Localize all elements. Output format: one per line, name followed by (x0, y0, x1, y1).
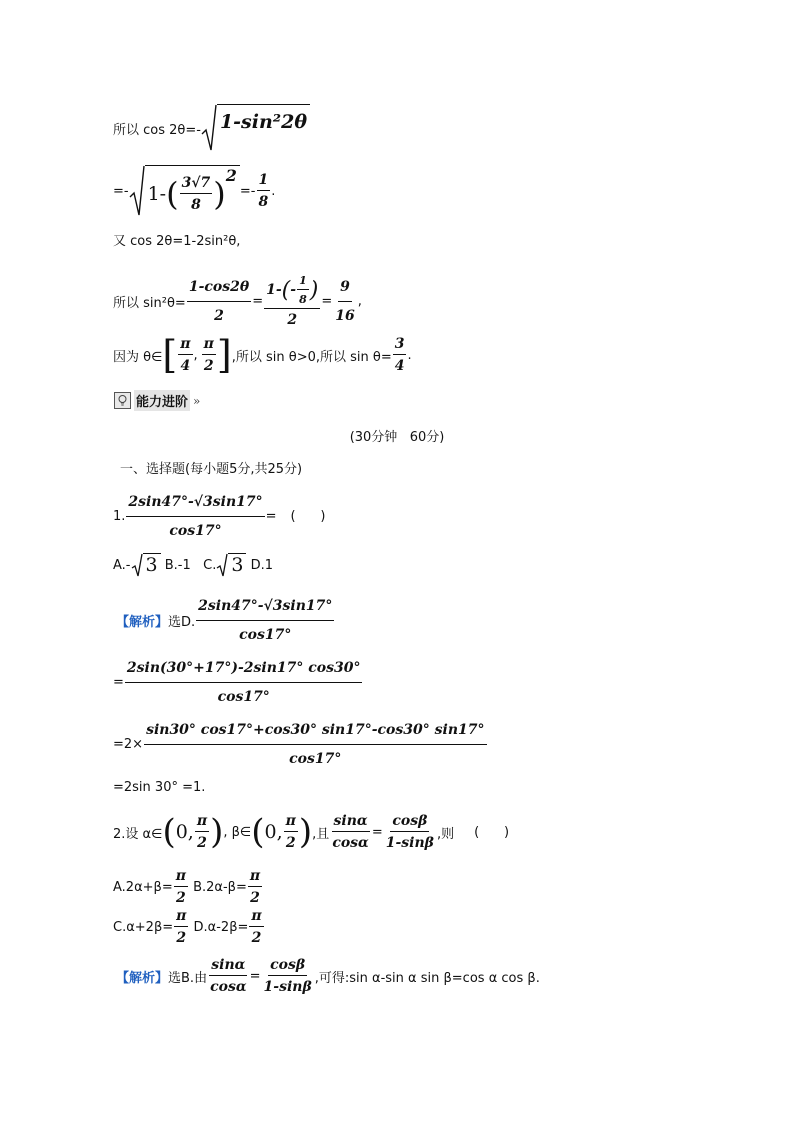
option-a: A.- (113, 557, 131, 573)
numerator: π (195, 813, 209, 832)
numerator: π (249, 908, 263, 927)
exponent: 2 (225, 166, 237, 185)
denominator: 2 (285, 835, 296, 851)
radicand: 1-sin²2θ (217, 104, 310, 152)
text: =2× (113, 737, 144, 752)
denominator: 16 (335, 307, 355, 324)
fraction (144, 722, 486, 767)
line-sin2theta (113, 274, 362, 328)
radicand (145, 165, 240, 217)
text: = (321, 293, 333, 309)
option-a: A.2α+β= (113, 879, 173, 895)
denominator: 2 (197, 835, 207, 851)
fraction (196, 598, 334, 643)
text: 0, (264, 821, 283, 843)
fraction (257, 172, 271, 210)
numerator: π (248, 868, 262, 887)
numerator: cosβ (390, 813, 429, 832)
right-paren: ) (213, 174, 226, 213)
text: = (252, 293, 264, 309)
fraction (174, 868, 188, 906)
question-2-options-ab (113, 868, 263, 906)
numerator: π (202, 336, 216, 355)
text: =- (239, 183, 256, 199)
denominator: 1-sinβ (385, 835, 434, 851)
part-heading (120, 458, 302, 477)
numerator: π (284, 813, 298, 832)
numerator: 2sin(30°+17°)-2sin17° cos30° (125, 660, 363, 683)
solution-1-step-3 (113, 722, 488, 767)
fraction (180, 175, 213, 213)
denominator: 4 (180, 358, 191, 374)
denominator: cos17° (217, 689, 270, 705)
text: ,且 (312, 826, 330, 842)
option-d: D.α-2β= (189, 919, 249, 935)
fraction (178, 336, 192, 374)
numerator: π (174, 908, 188, 927)
numerator: 1 (257, 172, 271, 191)
answer-blank: ( ) (474, 824, 510, 840)
option-d: D.1 (246, 557, 273, 573)
numerator: sinα (209, 957, 247, 976)
text: 选B.由 (168, 970, 208, 986)
denominator: 2 (250, 890, 260, 906)
solution-badge: 【解析】 (116, 970, 169, 986)
text: 因为 θ∈ (113, 349, 163, 365)
denominator: 2 (214, 307, 224, 324)
option-b: B.2α-β= (188, 879, 247, 895)
fraction (195, 813, 209, 851)
text: = (371, 824, 383, 840)
option-b-c: B.-1 C. (160, 557, 217, 573)
numerator: 1 (297, 274, 309, 290)
numerator: cosβ (268, 957, 307, 976)
right-paren: ) (309, 277, 319, 303)
text: . (407, 347, 412, 363)
fraction (249, 908, 263, 946)
line-identity (113, 230, 240, 249)
numerator: 2sin47°-√3sin17° (196, 598, 334, 621)
numerator: sinα (332, 813, 370, 832)
numerator: π (174, 868, 188, 887)
denominator: 4 (394, 358, 405, 374)
fraction (330, 813, 371, 851)
numerator: 3√7 (180, 175, 213, 194)
fraction (208, 957, 249, 995)
right-bracket: ] (216, 333, 232, 377)
left-paren: ( (281, 277, 291, 303)
left-bracket: [ (162, 333, 178, 377)
minus: - (290, 282, 297, 298)
text: 所以 cos 2θ=- (113, 122, 201, 138)
text: ,所以 sin θ>0,所以 sin θ= (231, 349, 392, 365)
question-number: 1. (113, 509, 126, 524)
text: = (113, 675, 124, 690)
fraction (333, 279, 356, 324)
numerator: 2sin47°-√3sin17° (126, 494, 264, 517)
line-because (113, 333, 412, 377)
denominator: cos17° (169, 523, 222, 539)
question-2-options-cd (113, 908, 265, 946)
double-chevron-icon: » (193, 393, 201, 408)
text: 2.设 α∈ (113, 826, 163, 842)
question-2 (113, 812, 509, 852)
fraction (384, 813, 436, 851)
section-header (114, 390, 200, 411)
text: 所以 sin²θ= (113, 295, 186, 311)
text: 1- (147, 182, 167, 205)
line-neg-sqrt (113, 165, 275, 217)
numerator: 9 (338, 279, 352, 302)
text: 又 cos 2θ=1-2sin²θ, (113, 234, 241, 249)
sqrt (201, 104, 310, 152)
text: = (265, 509, 277, 524)
text: ,则 (436, 826, 455, 842)
text: = (249, 968, 261, 984)
question-1-options (113, 553, 273, 577)
numerator (264, 274, 320, 309)
fraction (125, 660, 363, 705)
denominator: cosα (210, 979, 247, 995)
left-paren: ( (162, 812, 176, 852)
solution-1-result (113, 780, 205, 795)
text: , (193, 347, 198, 363)
numerator: 1-cos2θ (187, 279, 251, 302)
denominator: cos17° (239, 627, 292, 643)
radical-sign-icon (216, 553, 228, 577)
denominator: 2 (175, 890, 186, 906)
text: 1- (266, 282, 282, 298)
answer-blank: ( ) (290, 509, 326, 524)
radicand: 3 (143, 553, 161, 577)
sqrt (131, 553, 161, 577)
denominator: 8 (299, 293, 307, 306)
radicand: 3 (228, 553, 246, 577)
numerator: sin30° cos17°+cos30° sin17°-cos30° sin17° (144, 722, 486, 745)
text: ,可得:sin α-sin α sin β=cos α cos β. (314, 970, 540, 986)
denominator: cos17° (289, 751, 342, 767)
text: 0, (175, 821, 194, 843)
text: 一、选择题(每小题5分,共25分) (120, 462, 303, 477)
solution-1 (116, 598, 335, 643)
fraction (174, 908, 188, 946)
left-paren: ( (166, 174, 179, 213)
solution-2 (116, 957, 540, 995)
solution-badge: 【解析】 (116, 615, 169, 630)
fraction (187, 279, 251, 324)
section-title: 能力进阶 (134, 390, 190, 411)
left-paren: ( (251, 812, 265, 852)
fraction (262, 957, 314, 995)
right-paren: ) (210, 812, 224, 852)
fraction (202, 336, 216, 374)
text: =- (113, 183, 129, 199)
radical-sign-icon (129, 165, 145, 217)
line-cos2theta (113, 104, 310, 152)
denominator: 8 (258, 194, 269, 210)
denominator: 2 (287, 312, 298, 328)
fraction (126, 494, 264, 539)
denominator: cosα (332, 835, 369, 851)
radical-sign-icon (131, 553, 143, 577)
lightbulb-icon (114, 392, 131, 409)
text: =2sin 30° =1. (113, 780, 206, 795)
question-1 (113, 494, 325, 539)
fraction (284, 813, 298, 851)
fraction (393, 336, 407, 374)
solution-1-step-2 (113, 660, 363, 705)
text: , (357, 293, 362, 309)
denominator: 2 (251, 930, 262, 946)
text: . (271, 183, 276, 199)
sqrt (216, 553, 246, 577)
denominator: 1-sinβ (263, 979, 312, 995)
numerator: 3 (393, 336, 407, 355)
text: (30分钟 60分) (349, 430, 445, 445)
option-c: C.α+2β= (113, 919, 174, 935)
denominator: 2 (203, 358, 214, 374)
denominator: 8 (191, 196, 201, 213)
sqrt (129, 165, 240, 217)
time-limit (0, 426, 794, 445)
fraction (297, 274, 309, 306)
fraction (248, 868, 262, 906)
radical-sign-icon (201, 104, 217, 152)
denominator: 2 (176, 930, 187, 946)
numerator: π (178, 336, 192, 355)
text: 选D. (168, 615, 196, 630)
right-paren: ) (298, 812, 313, 852)
text: , β∈ (223, 824, 252, 840)
fraction (264, 274, 320, 328)
